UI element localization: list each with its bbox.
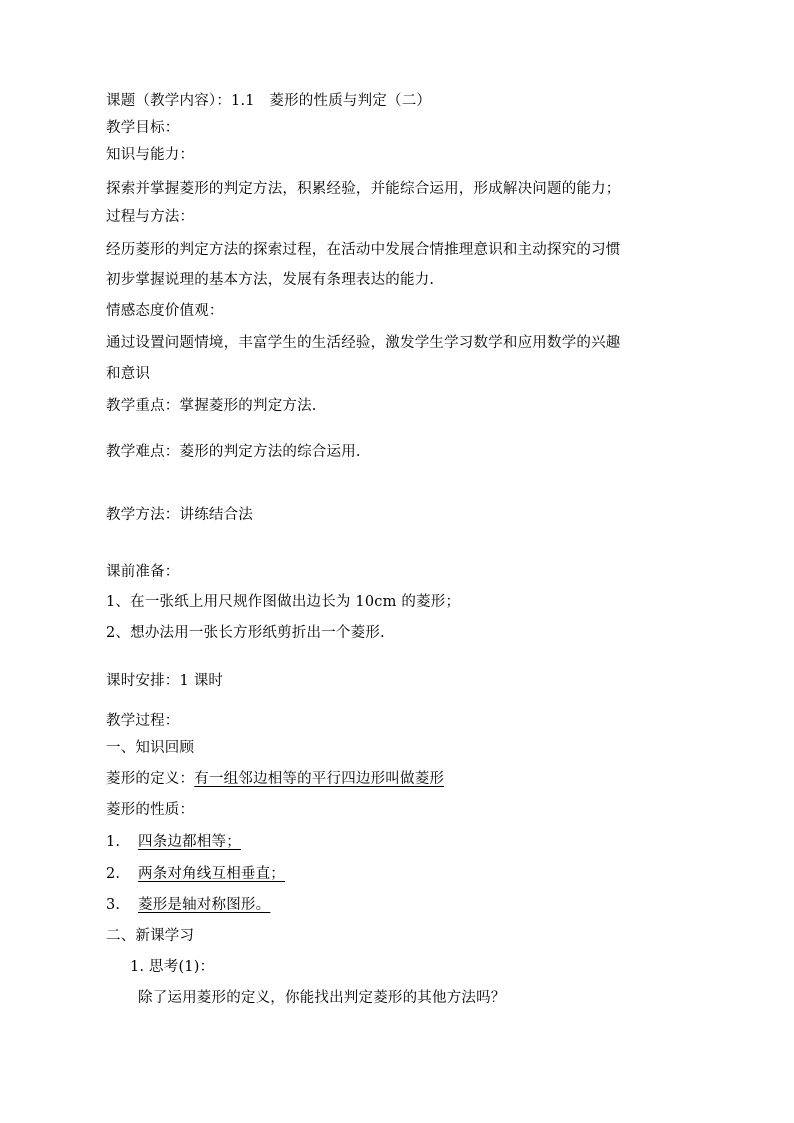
new-lesson-heading: 二、新课学习: [106, 928, 195, 944]
schedule: 课时安排：1 课时: [106, 673, 224, 689]
property-text: 四条边都相等；: [138, 834, 241, 850]
property-item-3: [106, 895, 270, 915]
preparation-heading: 课前准备：: [106, 564, 180, 580]
preparation-item-2: 2、想办法用一张长方形纸剪折出一个菱形.: [106, 625, 385, 641]
lesson-title: 课题（教学内容）：1.1 菱形的性质与判定（二）: [106, 93, 432, 109]
teaching-method: 教学方法：讲练结合法: [106, 507, 253, 523]
property-number: 2.: [106, 866, 121, 882]
property-text: 菱形是轴对称图形。: [138, 897, 271, 913]
emotion-text-1: 通过设置问题情境，丰富学生的生活经验，激发学生学习数学和应用数学的兴趣: [106, 335, 621, 351]
process-heading: 过程与方法：: [106, 209, 195, 225]
property-number: 1.: [106, 834, 121, 850]
definition-line: [106, 769, 444, 789]
definition-label: 菱形的定义：: [106, 771, 195, 787]
property-item-1: [106, 832, 241, 852]
process-text-1: 经历菱形的判定方法的探索过程，在活动中发展合情推理意识和主动探究的习惯: [106, 242, 621, 258]
emotion-heading: 情感态度价值观：: [106, 303, 224, 319]
property-item-2: [106, 864, 285, 884]
review-heading: 一、知识回顾: [106, 740, 195, 756]
process-text-2: 初步掌握说理的基本方法，发展有条理表达的能力.: [106, 272, 435, 288]
knowledge-text: 探索并掌握菱形的判定方法，积累经验，并能综合运用，形成解决问题的能力；: [106, 181, 621, 197]
key-point: 教学重点：掌握菱形的判定方法.: [106, 398, 317, 414]
objectives-heading: 教学目标：: [106, 120, 180, 136]
properties-heading: 菱形的性质：: [106, 802, 195, 818]
property-number: 3.: [106, 897, 121, 913]
think-question: 除了运用菱形的定义，你能找出判定菱形的其他方法吗？: [138, 990, 506, 1006]
preparation-item-1: 1、在一张纸上用尺规作图做出边长为 10cm 的菱形；: [106, 594, 461, 610]
emotion-text-2: 和意识: [106, 366, 151, 382]
process-main-heading: 教学过程：: [106, 713, 180, 729]
property-text: 两条对角线互相垂直；: [138, 866, 285, 882]
definition-text: 有一组邻边相等的平行四边形叫做菱形: [194, 771, 445, 787]
knowledge-heading: 知识与能力：: [106, 147, 195, 163]
think-label: 1. 思考(1)：: [130, 959, 215, 975]
difficulty: 教学难点：菱形的判定方法的综合运用.: [106, 444, 361, 460]
